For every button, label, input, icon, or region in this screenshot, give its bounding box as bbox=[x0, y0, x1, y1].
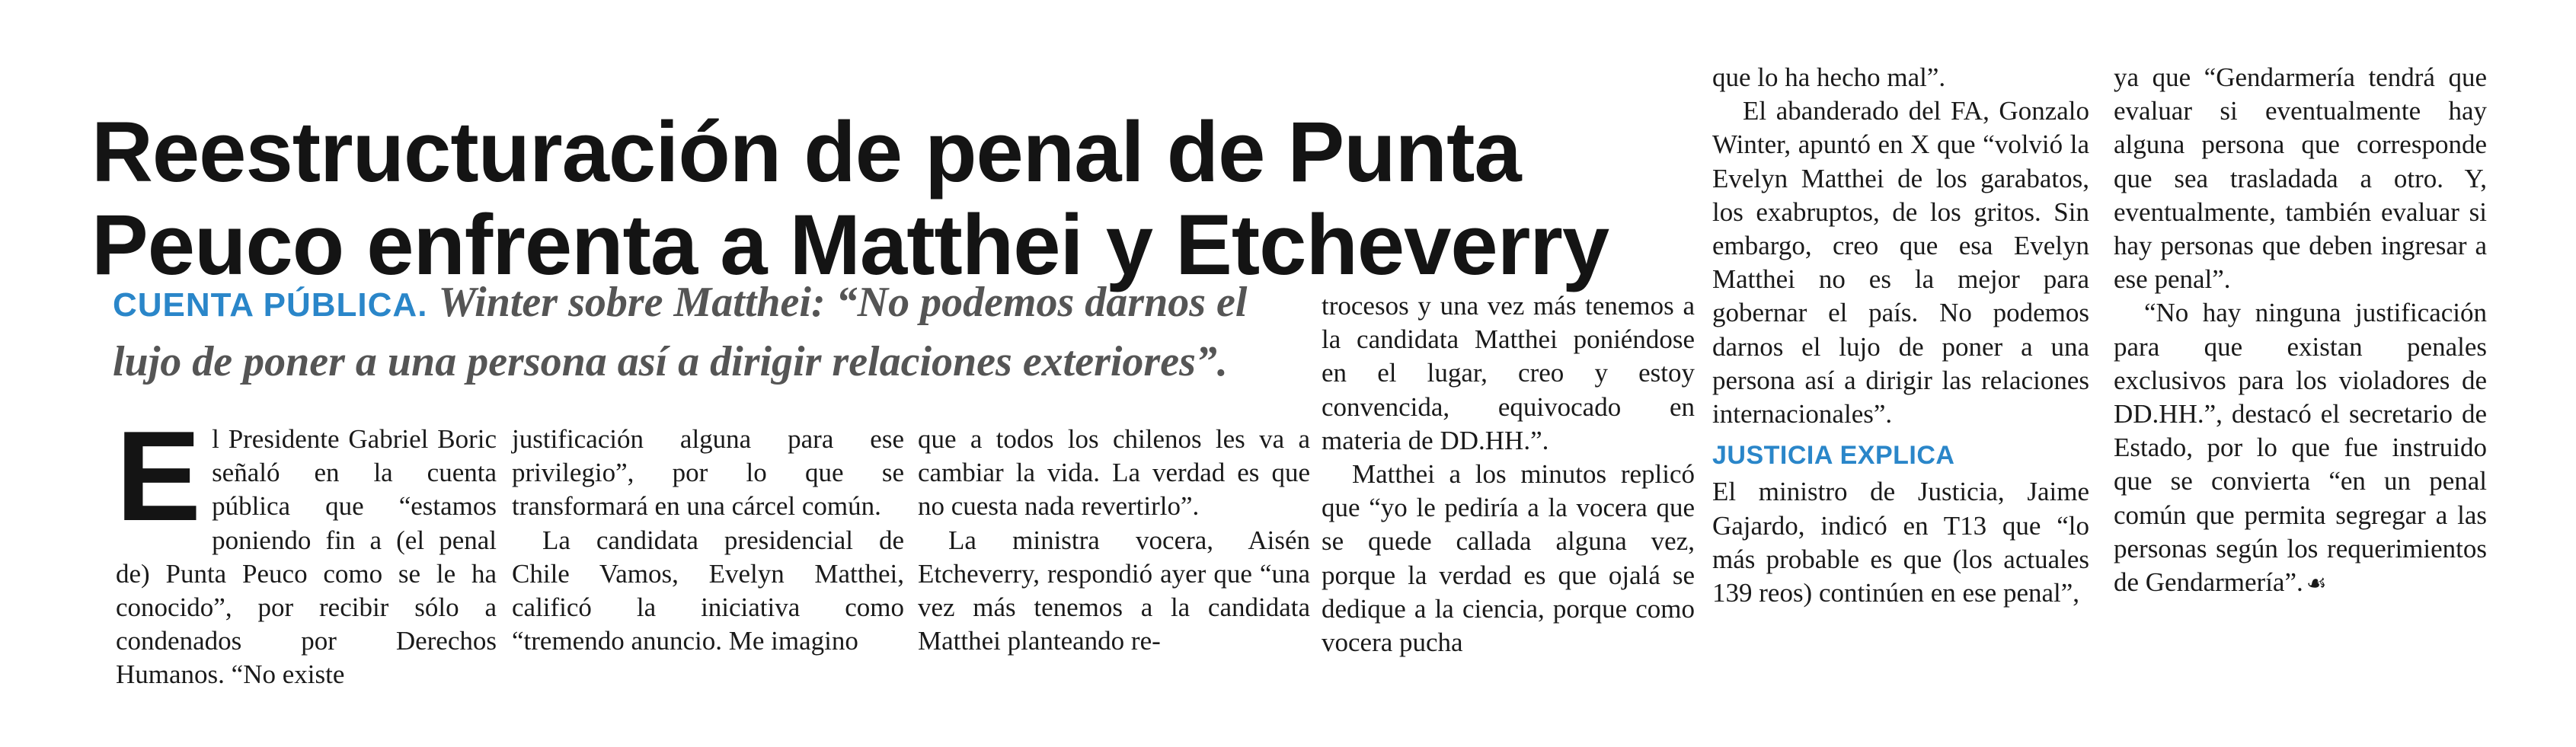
column-5-paragraph-1: que lo ha hecho mal”. bbox=[1712, 62, 1946, 92]
column-5 bbox=[1712, 61, 2089, 610]
column-6-paragraph-1: ya que “Gendarmería tendrá que evaluar si eventualmente hay alguna persona que corresponde que sea trasladada a otro. Y, eventualmente, también evaluar si hay personas que deben ingresar a ese penal”. bbox=[2114, 62, 2487, 295]
column-5-paragraph-3: El ministro de Justicia, Jaime Gajardo, indicó en T13 que “lo más probable es que (los actuales 139 reos) continúen en ese penal”, bbox=[1712, 477, 2089, 608]
column-2-paragraph-2: La candidata presidencial de Chile Vamos, Evelyn Matthei, calificó la iniciativa como “tremendo anuncio. Me imagino bbox=[512, 525, 904, 656]
column-4 bbox=[1322, 289, 1695, 659]
column-3-paragraph-1: que a todos los chilenos les va a cambiar la vida. La verdad es que no cuesta nada revertirlo”. bbox=[918, 424, 1310, 522]
drop-cap: E bbox=[116, 404, 202, 547]
column-5-paragraph-2: El abanderado del FA, Gonzalo Winter, apuntó en X que “volvió la Evelyn Matthei de los garabatos, los exabruptos, de los gritos. Sin embargo, creo que esa Evelyn Matthei no es la mejor para gobernar el país. No podemos darnos el lujo de poner a una persona así a dirigir las relaciones internacionales”. bbox=[1712, 96, 2089, 429]
column-3-paragraph-2: La ministra vocera, Aisén Etcheverry, respondió ayer que “una vez más tenemos a la candidata Matthei planteando re- bbox=[918, 525, 1310, 656]
column-2-paragraph-1: justificación alguna para ese privilegio”, por lo que se transformará en una cárcel común. bbox=[512, 424, 904, 522]
headline: Reestructuración de penal de Punta Peuco enfrenta a Matthei y Etcheverry bbox=[91, 104, 1609, 293]
column-1 bbox=[116, 404, 497, 692]
column-6-paragraph-2-text: “No hay ninguna justificación para que existan penales exclusivos para los violadores de DD.HH.”, destacó el secretario de Estado, por lo que fue instruido que se convierta “en un penal común que permita segregar a las personas según los requerimientos de Gendarmería”. bbox=[2114, 298, 2487, 598]
deck-text: Winter sobre Matthei: “No podemos darnos el lujo de poner a una persona así a dirigir relaciones exteriores”. bbox=[113, 279, 1248, 385]
end-mark-icon: ☙ bbox=[2306, 570, 2327, 598]
column-4-paragraph-2: Matthei a los minutos replicó que “yo le pediría a la vocera que se quede callada alguna vez, porque la verdad es que ojalá se dedique a la ciencia, porque como vocera pucha bbox=[1322, 459, 1695, 658]
column-6-paragraph-2 bbox=[2114, 296, 2487, 601]
column-6 bbox=[2114, 61, 2487, 601]
deck bbox=[113, 274, 1316, 390]
column-1-paragraph-1: l Presidente Gabriel Boric señaló en la cuenta pública que “estamos poniendo fin a (el penal de) Punta Peuco como se le ha conocido”, por recibir sólo a condenados por Derechos Humanos. “No existe bbox=[116, 424, 497, 690]
column-3 bbox=[918, 423, 1310, 658]
column-2 bbox=[512, 423, 904, 658]
subhead-justicia-explica: JUSTICIA EXPLICA bbox=[1712, 441, 1955, 471]
deck-kicker: CUENTA PÚBLICA. bbox=[113, 286, 428, 324]
column-4-paragraph-1: trocesos y una vez más tenemos a la candidata Matthei poniéndose en el lugar, creo y estoy convencida, equivocado en materia de DD.HH.”. bbox=[1322, 291, 1695, 455]
